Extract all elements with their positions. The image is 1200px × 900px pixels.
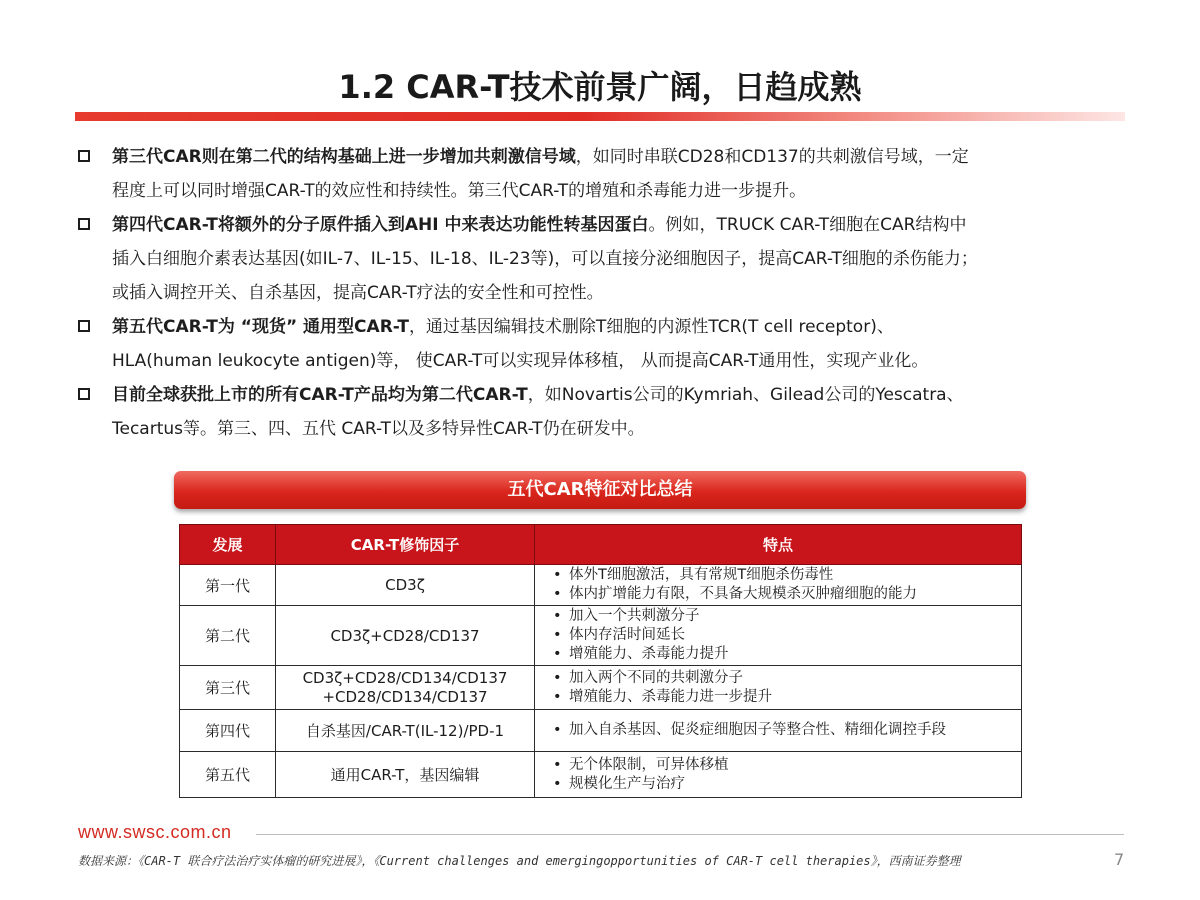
bullet-item — [76, 310, 1128, 378]
bullet-text: 或插入调控开关、自杀基因，提高CAR-T疗法的安全性和可控性。 — [112, 283, 604, 303]
header-features: 特点 — [535, 525, 1022, 565]
modifier-cell — [276, 752, 535, 798]
title-underline — [75, 112, 1125, 121]
bullet-text: ，如Novartis公司的Kymriah、Gilead公司的Yescatra、 — [527, 385, 964, 405]
generation-cell: 第五代 — [180, 752, 276, 798]
bullet-bold-text: 第五代CAR-T为 “现货” 通用型CAR-T — [112, 317, 409, 337]
bullet-bold-text: 第三代CAR则在第二代的结构基础上进一步增加共刺激信号域 — [112, 147, 576, 167]
table-row — [180, 710, 1022, 752]
modifier-cell — [276, 710, 535, 752]
table-row — [180, 666, 1022, 710]
modifier-line: CD3ζ — [385, 576, 425, 594]
table-row — [180, 565, 1022, 606]
features-cell — [535, 710, 1022, 752]
website-link[interactable]: www.swsc.com.cn — [78, 822, 232, 842]
bullet-item — [76, 208, 1128, 310]
square-bullet-icon — [78, 320, 90, 332]
feature-item: • 加入两个不同的共刺激分子 — [553, 669, 1020, 688]
header-generation: 发展 — [180, 525, 276, 565]
square-bullet-icon — [78, 218, 90, 230]
square-bullet-icon — [78, 388, 90, 400]
modifier-line: CD3ζ+CD28/CD137 — [330, 626, 480, 645]
generation-cell: 第二代 — [180, 606, 276, 666]
bullet-item — [76, 140, 1128, 208]
features-cell — [535, 606, 1022, 666]
bullet-bold-text: 目前全球获批上市的所有CAR-T产品均为第二代CAR-T — [112, 385, 528, 405]
bullet-text: 。例如，TRUCK CAR-T细胞在CAR结构中 — [648, 215, 967, 235]
footer-divider — [256, 834, 1124, 835]
modifier-line: +CD28/CD134/CD137 — [322, 687, 488, 706]
bullet-text: 程度上可以同时增强CAR-T的效应性和持续性。第三代CAR-T的增殖和杀毒能力进一步提升。 — [112, 181, 807, 201]
bullet-text: ，如同时串联CD28和CD137的共刺激信号域，一定 — [575, 147, 969, 167]
source-note: 数据来源：《CAR-T 联合疗法治疗实体瘤的研究进展》，《Current challenges and emergingopportunities of CAR-T cell therapies》，西南证券整理 — [78, 854, 961, 868]
modifier-line: 通用CAR-T，基因编辑 — [330, 766, 480, 784]
bullet-bold-text: 第四代CAR-T将额外的分子原件插入到AHI 中来表达功能性转基因蛋白 — [112, 215, 649, 235]
table-row — [180, 752, 1022, 798]
feature-item: • 增殖能力、杀毒能力进一步提升 — [553, 688, 1020, 707]
features-cell — [535, 565, 1022, 606]
feature-item: • 体内扩增能力有限，不具备大规模杀灭肿瘤细胞的能力 — [553, 585, 1020, 604]
table-title-banner: 五代CAR特征对比总结 — [174, 471, 1026, 509]
page-number: 7 — [1114, 850, 1125, 869]
header-modifier: CAR-T修饰因子 — [276, 525, 535, 565]
modifier-line: CD3ζ+CD28/CD134/CD137 — [302, 668, 508, 687]
feature-item: • 加入一个共刺激分子 — [553, 607, 1020, 626]
generation-cell: 第三代 — [180, 666, 276, 710]
features-cell — [535, 666, 1022, 710]
generation-comparison-table — [179, 524, 1022, 798]
feature-item: • 加入自杀基因、促炎症细胞因子等整合性、精细化调控手段 — [553, 721, 1020, 740]
modifier-cell — [276, 606, 535, 666]
feature-item: • 体外T细胞激活，具有常规T细胞杀伤毒性 — [553, 566, 1020, 585]
bullet-list — [76, 140, 1128, 446]
features-cell — [535, 752, 1022, 798]
modifier-cell — [276, 565, 535, 606]
feature-item: • 体内存活时间延长 — [553, 626, 1020, 645]
page-title: 1.2 CAR-T技术前景广阔，日趋成熟 — [338, 68, 862, 106]
modifier-cell — [276, 666, 535, 710]
modifier-line: 自杀基因/CAR-T(IL-12)/PD-1 — [305, 722, 505, 740]
bullet-text: ，通过基因编辑技术删除T细胞的内源性TCR(T cell receptor)、 — [408, 317, 894, 337]
feature-item: • 规模化生产与治疗 — [553, 775, 1020, 794]
table-row — [180, 606, 1022, 666]
feature-item: • 增殖能力、杀毒能力提升 — [553, 645, 1020, 664]
bullet-text: HLA(human leukocyte antigen)等， 使CAR-T可以实现异体移植， 从而提高CAR-T通用性，实现产业化。 — [112, 351, 929, 371]
generation-cell: 第四代 — [180, 710, 276, 752]
bullet-text: Tecartus等。第三、四、五代 CAR-T以及多特异性CAR-T仍在研发中。 — [112, 419, 645, 439]
square-bullet-icon — [78, 150, 90, 162]
generation-cell: 第一代 — [180, 565, 276, 606]
bullet-text: 插入白细胞介素表达基因(如IL-7、IL-15、IL-18、IL-23等)，可以直接分泌细胞因子，提高CAR-T细胞的杀伤能力； — [112, 249, 978, 269]
feature-item: • 无个体限制，可异体移植 — [553, 756, 1020, 775]
bullet-item — [76, 378, 1128, 446]
table-header-row — [180, 525, 1022, 565]
